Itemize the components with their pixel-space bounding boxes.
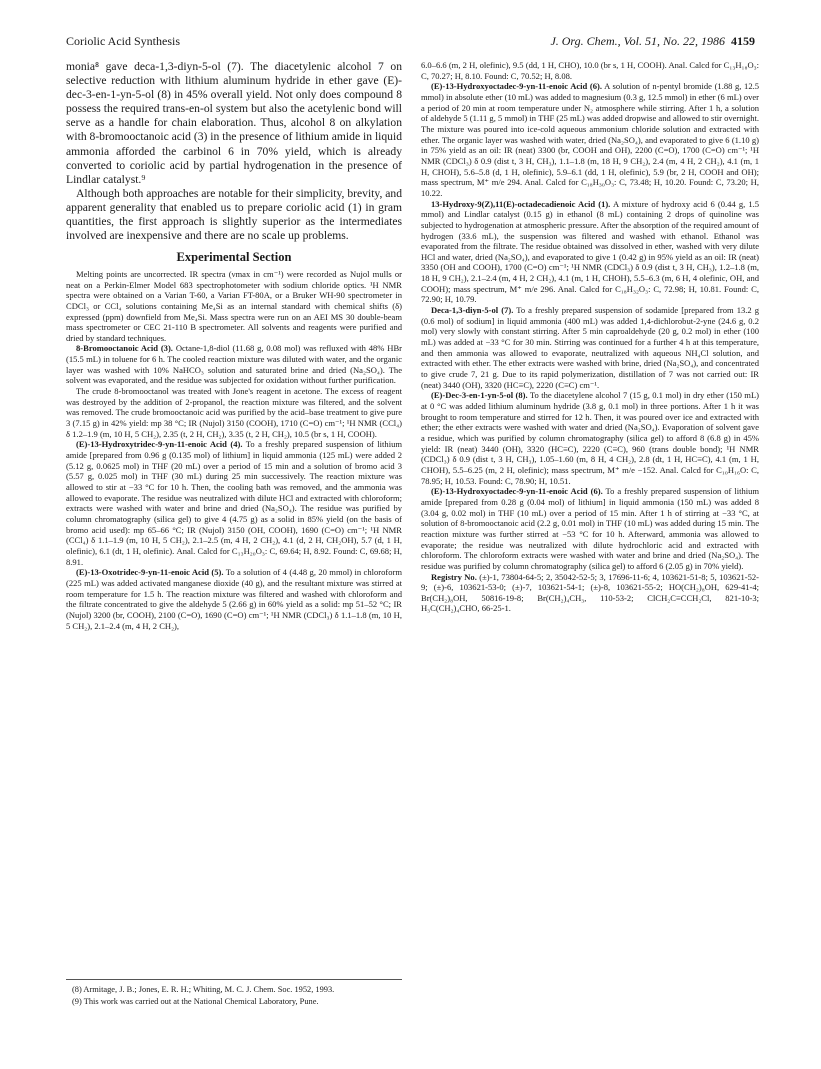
procedure-compound-6 (421, 81, 759, 198)
section-heading: Experimental Section (176, 250, 292, 265)
general-methods-paragraph: Melting points are uncorrected. IR spectra (νmax in cm⁻¹) were recorded as Nujol mulls or neat on a Perkin-Elmer Model 683 spectrophotometer with sodium chloride optics. ¹H NMR spectra were obtained on a Varian T-60, a Varian FT-80A, or a Bruker WH-90 spectrometer in CDCl₃ or CCl₄ solutions containing Me₄Si as an internal standard with chemical shifts (δ) expressed (ppm) downfield from Me₄Si. Mass spectra were run on an AEI MS 30 double-beam mass spectrometer or CEC 21-110 B spectrometer. All solvents and reagents were purified and dried by standard techniques. (66, 268, 402, 343)
procedure-body: To a freshly prepared suspension of sodamide [prepared from 13.2 g (0.6 mol) of sodium] in liquid ammonia (400 mL) was added 1,4-dichlorobut-2-yne (24.6 g, 0.2 mol) very slowly with constant stirring. After 5 min caproaldehyde (20 g, 0.2 mol) in ether (100 mL) was added at −33 °C for 30 min. Stirring was continued for a further 4 h at this temperature, and then ammonia was allowed to evaporate, neutralized with aqueous NH₄Cl solution, and extracted with ether. The ether extracts were washed with brine, dried (Na₂SO₄), and concentrated to give crude 7, 21 g. Due to its rapid polymerization, distillation of 7 was not carried out: IR (neat) 3440 (OH), 3320 (HC≡C), 2220 (C≡C) cm⁻¹. (421, 305, 759, 390)
procedure-body: To a freshly prepared suspension of lithium amide [prepared from 0.28 g (0.04 mol) of lithium] in liquid ammonia (150 mL) was added 8 (3.04 g, 0.02 mol) in THF (10 mL) over a period of 15 min. After 1 h of stirring at −33 °C, at solution of 8-bromooctanoic acid (2.2 g, 0.01 mol) in THF (10 mL) was added during 15 min. The reaction mixture was further stirred at −53 °C for 10 h. Afterward, ammonia was allowed to evaporate; the residue was neutralized with dilute hydrochloric acid and extracted with chloroform. The chloroform extracts were washed with water and brine and dried (Na₂SO₄). The residue was purified by column chromatography (silica gel) to afford 6 (2.05 g) in 70% yield). (421, 486, 760, 571)
footnote-9: (9) This work was carried out at the National Chemical Laboratory, Pune. (72, 996, 319, 1006)
procedure-title: (E)-13-Hydroxytridec-9-yn-11-enoic Acid (4). (76, 439, 243, 450)
procedure-title: 13-Hydroxy-9(Z),11(E)-octadecadienoic Acid (1). (431, 198, 611, 209)
procedure-body: To the diacetylene alcohol 7 (15 g, 0.1 mol) in dry ether (150 mL) at 0 °C was added lithium aluminum hydride (3.8 g, 0.1 mol) in three portions. After 1 h it was brought to room temperature and stirred for 12 h. Then, it was poured over ice and extracted with ether; the ether extracts were washed with water and dried (Na₂SO₄). Evaporation of solvent gave a residue, which was purified by column chromatography (silica gel) to afford 8 (6.8 g) in 45% yield: IR (neat) 3440 (OH), 3320 (HC≡C), 2220 (C≡C), 960 (trans double bond); ¹H NMR (CDCl₃) δ 0.9 (dist t, 3 H, CH₃), 1.05–1.60 (m, 8 H, 4 CH₂), 2.8 (dt, 1 H, HC≡C), 4.1 (m, 1 H, CHOH), 5.5–6.25 (m, 2 H, olefinic); mass spectrum, M⁺ m/e −152. Anal. Calcd for C₁₀H₁₆O: C, 78.95; H, 10.53. Found: C, 78.90; H, 10.51. (421, 390, 760, 486)
registry-label: Registry No. (431, 571, 477, 582)
procedure-title: (E)-13-Hydroxyoctadec-9-yn-11-enoic Acid (6). (431, 486, 603, 497)
procedure-body: A mixture of hydroxy acid 6 (0.44 g, 1.5 mmol) and Lindlar catalyst (0.15 g) in ethanol (8 mL) containing 2 drops of quinoline was subjected to hydrogenation at atmospheric pressure. After the absorption of the required amount of hydrogen (33.6 mL), the suspension was filtered and washed with ethanol. Ethanol was evaporated from the filtrate. The residue obtained was dissolved in ether, washed with very dilute HCl and water, dried (Na₂SO₄), and evaporated to give 1 (0.42 g) in 95% yield as an oil: IR (neat) 3350 (OH and COOH), 1700 (C=O) cm⁻¹; ¹H NMR (CDCl₃) δ 0.9 (dist t, 3 H, CH₃), 1.2–1.8 (m, 18 H, 9 CH₂), 2.1–2.4 (m, 4 H, 2 CH₂), 4.1 (m, 1 H, CHOH), 5.5–6.3 (m, 6 H, 4 olefinic, OH, and COOH); mass spectrum, M⁺ m/e 296. Anal. Calcd for C₁₈H₃₂O₃: C, 72.98; H, 10.81. Found: C, 72.90; H, 10.79. (421, 198, 760, 305)
intro-paragraph-2: Although both approaches are notable for their simplicity, brevity, and apparent generality that enabled us to prepare coriolic acid (1) in gram quantities, the first approach is slightly superior as the intermediates involved are inexpensive and there are no scale up problems. (66, 186, 402, 243)
procedure-title: Deca-1,3-diyn-5-ol (7). (431, 305, 514, 316)
running-title: Coriolic Acid Synthesis (66, 34, 180, 48)
right-column (421, 60, 759, 614)
procedure-compound-1 (421, 199, 759, 306)
procedure-body: A solution of n-pentyl bromide (1.88 g, 12.5 mmol) in absolute ether (10 mL) was added to magnesium (0.3 g, 12.5 mmol) in ether (6 mL) over a period of 20 min at room temperature under N₂ atmosphere while stirring. After 1 h, a solution of aldehyde 5 (1.11 g, 5 mmol) in THF (25 mL) was added dropwise and allowed to stir overnight. The mixture was poured into ice-cold aqueous ammonium chloride solution and extracted with ether. The organic layer was washed with water, dried (Na₂SO₄), and evaporated to give 6 (1.10 g) in 75% yield as an oil: IR (neat) 3300 (br, COOH and OH), 2200 (C=O), 1700 (C=O) cm⁻¹; ¹H NMR (CDCl₃) δ 0.9 (dist t, 3 H, CH₃), 1.1–1.8 (m, 18 H, 9 CH₂), 2.4 (m, 4 H, 2 CH₂), 4.1 (m, 1 H, CHOH), 5.6–5.8 (d, 1 H, olefinic), 5.9–6.1 (dd, 1 H, olefinic), 5.9 (br, 2 H, COOH and OH); mass spectrum, M⁺ m/e 294. Anal. Calcd for C₁₈H₃₀O₃: C, 73.48; H, 10.20. Found: C, 73.20; H, 10.22. (421, 81, 759, 198)
procedure-body: Octane-1,8-diol (11.68 g, 0.08 mol) was refluxed with 48% HBr (15.5 mL) in toluene for 6 h. The cooled reaction mixture was diluted with water, and the organic layer was washed with 10% NaHCO₃ solution and saturated brine and dried (Na₂SO₄). The solvent was evaporated, and the residue was subjected for oxidation without further purification. (66, 343, 402, 386)
procedure-title: (E)-Dec-3-en-1-yn-5-ol (8). (431, 390, 528, 401)
procedure-body: To a solution of 4 (4.48 g, 20 mmol) in chloroform (225 mL) was added activated manganese dioxide (40 g), and the resultant mixture was stirred at room temperature for 1.5 h. The reaction mixture was filtered and washed with chloroform and the filtrate concentrated to give the aldehyde 5 (2.66 g) in 60% yield as a solid: mp 51–52 °C; IR (Nujol) 3200 (br, COOH), 2100 (C=O), 1690 (C=O) cm⁻¹; ¹H NMR (CDCl₃) δ 1.1–1.8 (m, 10 H, 5 CH₂), 2.1–2.4 (m, 4 H, 2 CH₂), (66, 567, 402, 631)
journal-citation (550, 34, 755, 49)
intro-text (66, 60, 402, 243)
procedure-compound-3-cont: The crude 8-bromooctanol was treated with Jone's reagent in acetone. The excess of reagent was destroyed by the addition of 2-propanol, the reaction mixture was filtered, and the solvent was removed. The crude bromooctanoic acid was purified by the acid–base treatment to give pure 3 (7.15 g) in 42% yield: mp 38 °C; IR (Nujol) 3150 (COOH), 1710 (C=O) cm⁻¹; ¹H NMR (CCl₄) δ 1.2–1.9 (m, 10 H, 5 CH₂), 2.35 (t, 2 H, CH₂), 3.35 (t, 2 H, CH₂), 10.5 (br s, 1 H, COOH). (66, 386, 402, 439)
page-number: 4159 (731, 34, 755, 48)
procedure-title: (E)-13-Hydroxyoctadec-9-yn-11-enoic Acid (6). (431, 81, 603, 92)
footnote-8: (8) Armitage, J. B.; Jones, E. R. H.; Whiting, M. C. J. Chem. Soc. 1952, 1993. (72, 985, 335, 994)
procedure-compound-4 (66, 439, 402, 567)
registry-list: (±)-1, 73804-64-5; 2, 35042-52-5; 3, 17696-11-6; 4, 103621-51-8; 5, 103621-52-9; (±)-6, 103621-53-0; (±)-7, 103621-54-1; (±)-8, 103621-55-2; HO(CH₂)₈OH, 629-41-4; Br(CH₂)₈OH, 50816-19-8; Br(CH₂)₄CH₃, 110-53-2; ClCH₂C≡CCH₂Cl, 821-10-3; H₃C(CH₂)₄CHO, 66-25-1. (421, 571, 759, 614)
procedure-compound-7 (421, 305, 759, 390)
procedure-compound-6-alt (421, 486, 759, 571)
left-column (66, 60, 402, 631)
registry-numbers (421, 572, 759, 615)
running-header (66, 34, 755, 54)
procedure-compound-5 (66, 567, 402, 631)
procedure-compound-5-cont: 6.0–6.6 (m, 2 H, olefinic), 9.5 (dd, 1 H, CHO), 10.0 (br s, 1 H, COOH). Anal. Calcd for C₁₃H₁₈O₃: C, 70.27; H, 8.10. Found: C, 70.52; H, 8.08. (421, 60, 759, 81)
intro-paragraph-1: monia⁸ gave deca-1,3-diyn-5-ol (7). The diacetylenic alcohol 7 on selective reduction with lithium aluminum hydride in ether gave (E)-dec-3-en-1-yn-5-ol (8) in 45% overall yield. Not only does compound 8 possess the required trans-en-ol system but also the acetylenic bond will serve as a handle for chain elaboration. Thus, alcohol 8 on alkylation with 8-bromooctanoic acid (3) in the presence of lithium amide in liquid ammonia afforded the carbinol 6 in 70% yield, which is already converted to coriolic acid by partial hydrogenation in the presence of Lindlar catalyst.⁹ (66, 60, 402, 186)
procedure-compound-3 (66, 343, 402, 386)
procedure-body: To a freshly prepared suspension of lithium amide [prepared from 0.96 g (0.135 mol) of lithium] in liquid ammonia (125 mL) were added 2 (5.12 g, 0.0625 mol) in THF (20 mL) over a period of 15 min and a solution of bromo acid 3 (5.57 g, 0.025 mol) in THF (30 mL) during 25 min successively. The reaction mixture was allowed to stir at −33 °C for 10 h. Then, the cooling bath was removed, and the ammonia was allowed to evaporate. The residue was neutralized with dilute HCl and extracted with chloroform; extracts were washed with water and brine and dried (Na₂SO₄). The residue was purified by column chromatography (silica gel) to give 4 (4.75 g) as a solid in 85% yield (on the basis of bromo acid used): mp 65–66 °C; IR (Nujol) 3150 (OH, COOH), 1690 (C=O) cm⁻¹; ¹H NMR (CCl₄) δ 1.1–1.9 (m, 10 H, 5 CH₂), 2.1–2.5 (m, 4 H, 2 CH₂), 4.1 (d, 2 H, CH₂OH), 5.7 (d, 1 H, olefinic), 6.1 (dt, 1 H, olefinic). Anal. Calcd for C₁₃H₂₀O₃: C, 69.64; H, 8.92. Found: C, 69.68; H, 8.91. (66, 439, 402, 567)
journal-name: J. Org. Chem., Vol. 51, No. 22, 1986 (550, 34, 725, 48)
procedure-title: 8-Bromooctanoic Acid (3). (76, 343, 173, 354)
footnotes (66, 979, 402, 1008)
procedure-title: (E)-13-Oxotridec-9-yn-11-enoic Acid (5). (76, 567, 224, 578)
procedure-compound-8 (421, 390, 759, 486)
